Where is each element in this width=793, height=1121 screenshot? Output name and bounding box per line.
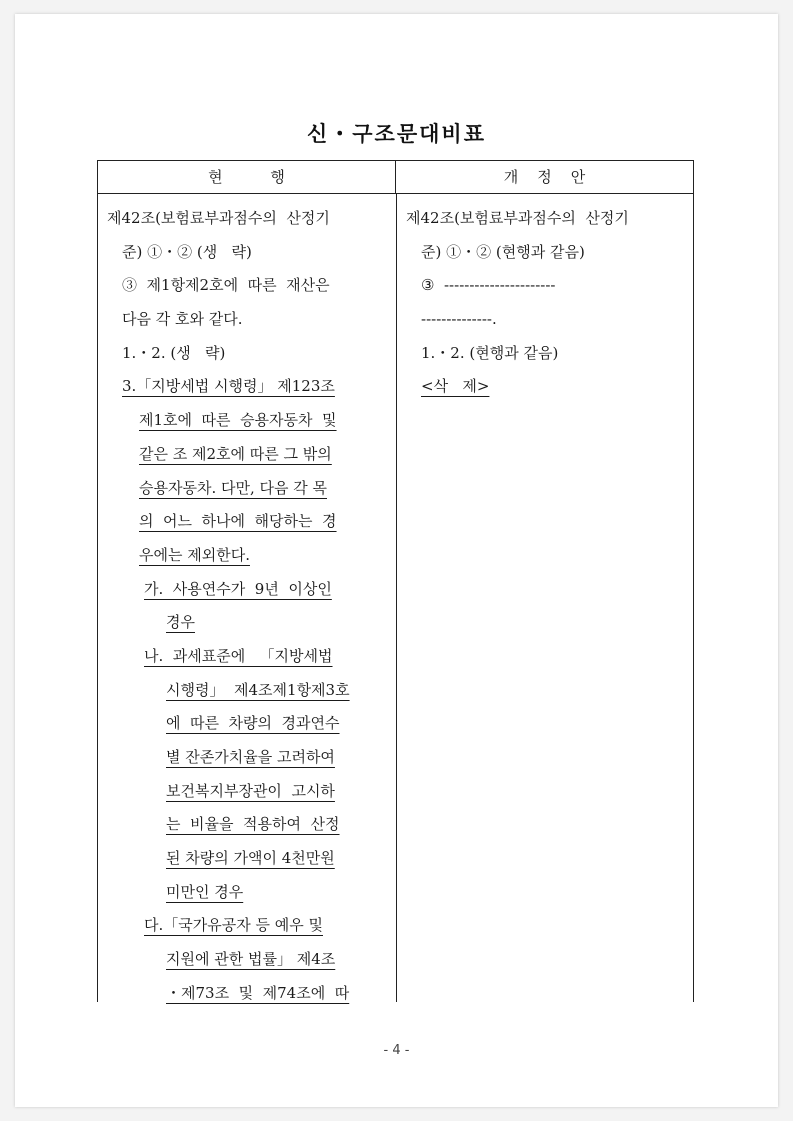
line-text: 제42조(보험료부과점수의 산정기: [406, 209, 629, 227]
header-current: [98, 161, 396, 193]
line-text: 별 잔존가치율을 고려하여: [166, 748, 335, 766]
current-text-line: [107, 236, 388, 270]
current-text-line: [107, 404, 388, 438]
line-text: 된 차량의 가액이 4천만원: [166, 849, 335, 868]
current-text-line: [107, 539, 388, 573]
line-text: 다.「국가유공자 등 예우 및: [144, 916, 323, 935]
current-text-line: [107, 943, 388, 977]
current-text-line: [107, 674, 388, 708]
current-text-line: [107, 505, 388, 539]
line-text: 나. 과세표준에 「지방세법: [144, 646, 333, 665]
table-header-row: [98, 161, 693, 194]
line-text: 다음 각 호와 같다.: [122, 310, 243, 329]
proposed-column: [397, 194, 693, 1002]
comparison-table: [97, 160, 694, 1002]
document-page: [15, 14, 778, 1107]
line-text: 준) ①・② (현행과 같음): [421, 242, 585, 261]
current-column: [98, 194, 397, 1002]
proposed-text-line: [406, 202, 685, 236]
current-text-line: [107, 842, 388, 876]
header-current-label: 현 행: [208, 168, 285, 186]
proposed-text-line: [406, 236, 685, 270]
current-text-line: [107, 876, 388, 910]
line-text: --------------.: [421, 310, 497, 329]
current-text-line: [107, 977, 388, 1011]
header-proposed: [396, 161, 693, 193]
line-text: 준) ①・② (생 략): [122, 242, 252, 261]
current-text-line: [107, 640, 388, 674]
line-text: 의 어느 하나에 해당하는 경: [139, 512, 337, 531]
current-text-line: [107, 707, 388, 741]
proposed-text-line: [406, 370, 685, 404]
line-text: 제42조(보험료부과점수의 산정기: [107, 209, 330, 227]
line-text: ③ 제1항제2호에 따른 재산은: [122, 276, 330, 295]
line-text: 가. 사용연수가 9년 이상인: [144, 579, 332, 598]
line-text: 같은 조 제2호에 따른 그 밖의: [139, 444, 332, 463]
page-title: 신・구조문대비표: [306, 122, 486, 146]
page-number: - 4 -: [383, 1043, 410, 1058]
line-text: 3.「지방세법 시행령」 제123조: [122, 377, 335, 396]
line-text: 보건복지부장관이 고시하: [166, 781, 335, 800]
current-text-line: [107, 337, 388, 371]
current-text-line: [107, 808, 388, 842]
current-text-line: [107, 269, 388, 303]
current-text-line: [107, 472, 388, 506]
line-text: 우에는 제외한다.: [139, 545, 250, 564]
current-text-line: [107, 370, 388, 404]
proposed-text-line: [406, 337, 685, 371]
line-text: 1.・2. (현행과 같음): [421, 343, 559, 362]
line-text: 1.・2. (생 략): [122, 343, 226, 362]
line-text: 시행령」 제4조제1항제3호: [166, 680, 350, 699]
line-text: 경우: [166, 613, 195, 632]
current-text-line: [107, 606, 388, 640]
current-text-line: [107, 303, 388, 337]
line-text: ・제73조 및 제74조에 따: [166, 983, 350, 1002]
proposed-text-line: [406, 303, 685, 337]
line-text: 는 비율을 적용하여 산정: [166, 815, 340, 834]
line-text: 지원에 관한 법률」 제4조: [166, 950, 336, 969]
line-text: 에 따른 차량의 경과연수: [166, 714, 340, 733]
current-text-line: [107, 438, 388, 472]
line-text: 제1호에 따른 승용자동차 및: [139, 411, 337, 430]
header-proposed-label: 개 정 안: [503, 168, 586, 186]
current-text-line: [107, 202, 388, 236]
current-text-line: [107, 741, 388, 775]
line-text: <삭 제>: [421, 377, 490, 396]
current-text-line: [107, 909, 388, 943]
current-text-line: [107, 775, 388, 809]
proposed-text-line: [406, 269, 685, 303]
line-text: 미만인 경우: [166, 882, 244, 901]
line-text: ③ ----------------------: [421, 276, 556, 295]
line-text: 승용자동차. 다만, 다음 각 목: [139, 478, 327, 497]
current-text-line: [107, 573, 388, 607]
